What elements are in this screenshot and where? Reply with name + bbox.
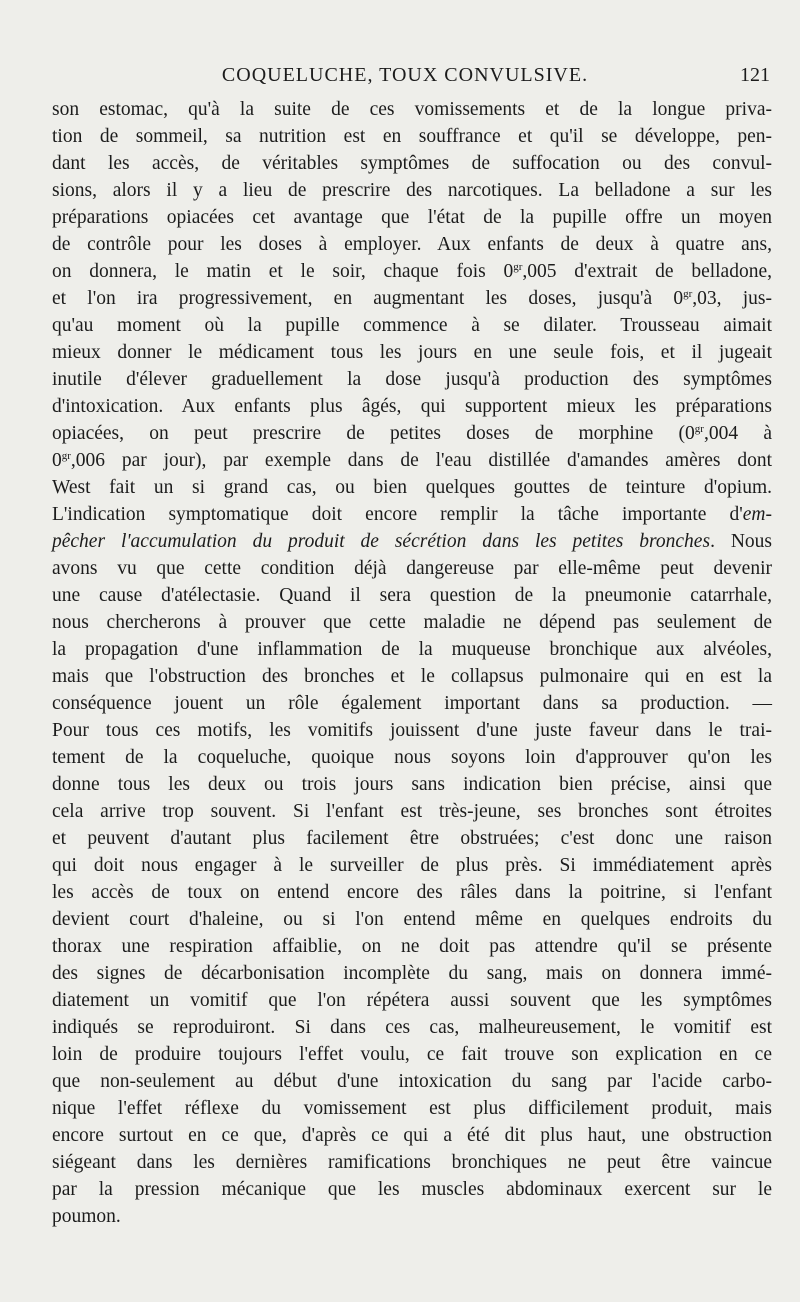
text-line: et peuvent d'autant plus facilement être obstruées; c'est donc une raison xyxy=(52,828,772,849)
text-line: indiqués se reproduiront. Si dans ces cas, malheureusement, le vomitif est xyxy=(52,1017,772,1038)
running-head xyxy=(40,60,770,90)
text-line: et l'on ira progressivement, en augmentant les doses, jusqu'à $0^{gr},03$, jus- xyxy=(52,288,773,309)
text-line: thorax une respiration affaiblie, on ne doit pas attendre qu'il se présente xyxy=(52,936,772,957)
text-line: cela arrive trop souvent. Si l'enfant est très-jeune, ses bronches sont étroites xyxy=(52,801,772,822)
text-line: avons vu que cette condition déjà dangereuse par elle-même peut devenir xyxy=(52,558,772,579)
text-line: West fait un si grand cas, ou bien quelques gouttes de teinture d'opium. xyxy=(52,477,772,498)
text-line: poumon. xyxy=(52,1206,121,1227)
text-line: mais que l'obstruction des bronches et le collapsus pulmonaire qui en est la xyxy=(52,666,772,687)
text-line: la propagation d'une inflammation de la muqueuse bronchique aux alvéoles, xyxy=(52,639,772,660)
text-line: conséquence jouent un rôle également important dans sa production. — xyxy=(52,693,772,714)
text-line: une cause d'atélectasie. Quand il sera question de la pneumonie catarrhale, xyxy=(52,585,772,606)
body-text xyxy=(52,96,772,1230)
page-number: 121 xyxy=(740,64,770,86)
text-line: loin de produire toujours l'effet voulu, ce fait trouve son explication en ce xyxy=(52,1044,772,1065)
text-line: pêcher l'accumulation du produit de sécrétion dans les petites bronches. Nous xyxy=(52,531,772,552)
text-line: qu'au moment où la pupille commence à se dilater. Trousseau aimait xyxy=(52,315,772,336)
text-line: opiacées, on peut prescrire de petites doses de morphine ($0^{gr},004$ à xyxy=(52,423,772,444)
text-line: sions, alors il y a lieu de prescrire des narcotiques. La belladone a sur les xyxy=(52,180,772,201)
text-line: tion de sommeil, sa nutrition est en souffrance et qu'il se développe, pen- xyxy=(52,126,772,147)
text-line: $0^{gr},006$ par jour), par exemple dans de l'eau distillée d'amandes amères dont xyxy=(52,450,772,471)
text-line: encore surtout en ce que, d'après ce qui a été dit plus haut, une obstruction xyxy=(52,1125,772,1146)
text-line: par la pression mécanique que les muscles abdominaux exercent sur le xyxy=(52,1179,772,1200)
text-line: préparations opiacées cet avantage que l'état de la pupille offre un moyen xyxy=(52,207,772,228)
text-line: des signes de décarbonisation incomplète du sang, mais on donnera immé- xyxy=(52,963,772,984)
text-line: tement de la coqueluche, quoique nous soyons loin d'approuver qu'on les xyxy=(52,747,772,768)
text-line: de contrôle pour les doses à employer. Aux enfants de deux à quatre ans, xyxy=(52,234,772,255)
text-line: devient court d'haleine, ou si l'on entend même en quelques endroits du xyxy=(52,909,772,930)
text-line: qui doit nous engager à le surveiller de plus près. Si immédiatement après xyxy=(52,855,772,876)
text-line: on donnera, le matin et le soir, chaque fois $0^{gr},005$ d'extrait de belladone, xyxy=(52,261,772,282)
text-line: que non-seulement au début d'une intoxication du sang par l'acide carbo- xyxy=(52,1071,772,1092)
running-title: COQUELUCHE, TOUX CONVULSIVE. xyxy=(221,64,589,86)
text-line: inutile d'élever graduellement la dose jusqu'à production des symptômes xyxy=(52,369,772,390)
text-line: nique l'effet réflexe du vomissement est plus difficilement produit, mais xyxy=(52,1098,772,1119)
text-line: son estomac, qu'à la suite de ces vomissements et de la longue priva- xyxy=(52,99,772,120)
text-line: donne tous les deux ou trois jours sans indication bien précise, ainsi que xyxy=(52,774,772,795)
text-line: d'intoxication. Aux enfants plus âgés, qui supportent mieux les préparations xyxy=(52,396,772,417)
text-line: dant les accès, de véritables symptômes de suffocation ou des convul- xyxy=(52,153,772,174)
text-line: mieux donner le médicament tous les jours en une seule fois, et il jugeait xyxy=(52,342,772,363)
text-line: les accès de toux on entend encore des râles dans la poitrine, si l'enfant xyxy=(52,882,772,903)
text-line: nous chercherons à prouver que cette maladie ne dépend pas seulement de xyxy=(52,612,772,633)
text-line: L'indication symptomatique doit encore remplir la tâche importante d'em- xyxy=(52,504,772,525)
text-line: diatement un vomitif que l'on répétera aussi souvent que les symptômes xyxy=(52,990,772,1011)
text-line: Pour tous ces motifs, les vomitifs jouissent d'une juste faveur dans le trai- xyxy=(52,720,772,741)
text-line: siégeant dans les dernières ramifications bronchiques ne peut être vaincue xyxy=(52,1152,772,1173)
